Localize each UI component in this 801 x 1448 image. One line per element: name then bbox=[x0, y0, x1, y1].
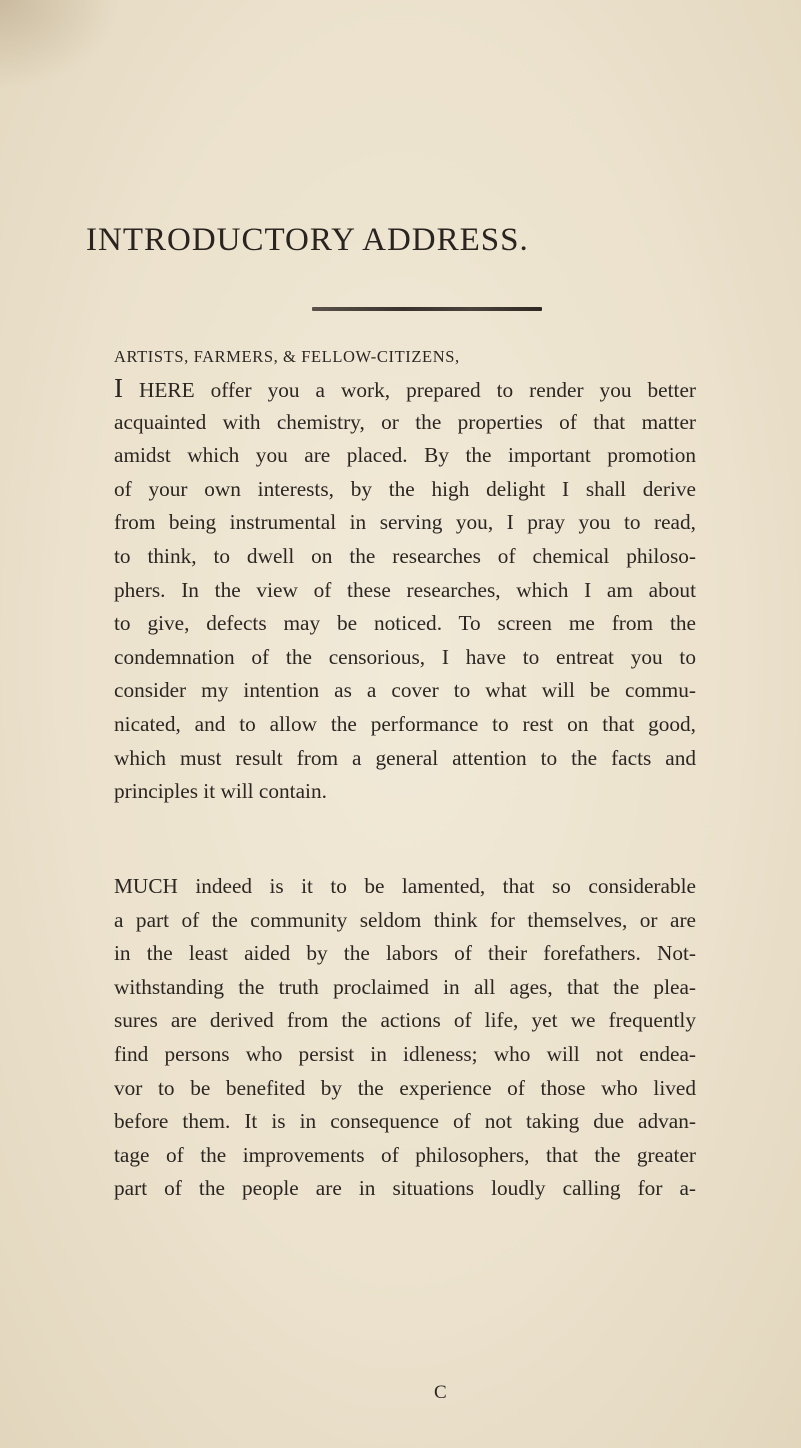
paragraph-1-line: to think, to dwell on the researches of chemical philoso- bbox=[114, 543, 696, 568]
paragraph-1-line: phers. In the view of these researches, which I am about bbox=[114, 577, 696, 602]
paragraph-2-line: MUCH indeed is it to be lamented, that so considerable bbox=[114, 874, 696, 898]
salutation: ARTISTS, FARMERS, & FELLOW-CITIZENS, bbox=[114, 347, 460, 366]
paragraph-2-line: part of the people are in situations loudly calling for a- bbox=[114, 1176, 696, 1201]
page-stain bbox=[0, 0, 120, 90]
signature-mark: C bbox=[434, 1382, 447, 1403]
paragraph-2-line: before them. It is in consequence of not taking due advan- bbox=[114, 1109, 696, 1134]
paragraph-1-line: principles it will contain. bbox=[114, 779, 327, 804]
paragraph-2-line: vor to be benefited by the experience of those who lived bbox=[114, 1075, 696, 1100]
page-title: INTRODUCTORY ADDRESS. bbox=[86, 222, 529, 258]
paragraph-2-line: a part of the community seldom think for themselves, or are bbox=[114, 907, 696, 932]
paragraph-1-line: acquainted with chemistry, or the properties of that matter bbox=[114, 409, 696, 434]
paragraph-2-line: find persons who persist in idleness; who will not endea- bbox=[114, 1041, 696, 1066]
paragraph-1-line: condemnation of the censorious, I have to entreat you to bbox=[114, 644, 696, 669]
paragraph-1-line: to give, defects may be noticed. To screen me from the bbox=[114, 611, 696, 636]
paragraph-1-line: which must result from a general attention to the facts and bbox=[114, 745, 696, 770]
lead-capital: I bbox=[114, 373, 123, 403]
title-rule bbox=[312, 307, 542, 311]
paragraph-1-line: nicated, and to allow the performance to rest on that good, bbox=[114, 711, 696, 736]
paragraph-1 bbox=[114, 372, 696, 809]
paragraph-1-line: I HERE offer you a work, prepared to render you better bbox=[114, 373, 696, 403]
paragraph-1-line: amidst which you are placed. By the important promotion bbox=[114, 443, 696, 468]
paragraph-2-line: sures are derived from the actions of life, yet we frequently bbox=[114, 1008, 696, 1033]
paragraph-2-line: tage of the improvements of philosophers, that the greater bbox=[114, 1142, 696, 1167]
paragraph-1-line: of your own interests, by the high delight I shall derive bbox=[114, 476, 696, 501]
paragraph-2-line: withstanding the truth proclaimed in all ages, that the plea- bbox=[114, 974, 696, 999]
paragraph-1-line: consider my intention as a cover to what will be commu- bbox=[114, 678, 696, 703]
paragraph-2-line: in the least aided by the labors of their forefathers. Not- bbox=[114, 941, 696, 966]
paragraph-1-line: from being instrumental in serving you, I pray you to read, bbox=[114, 510, 696, 535]
paragraph-2 bbox=[114, 870, 696, 1206]
